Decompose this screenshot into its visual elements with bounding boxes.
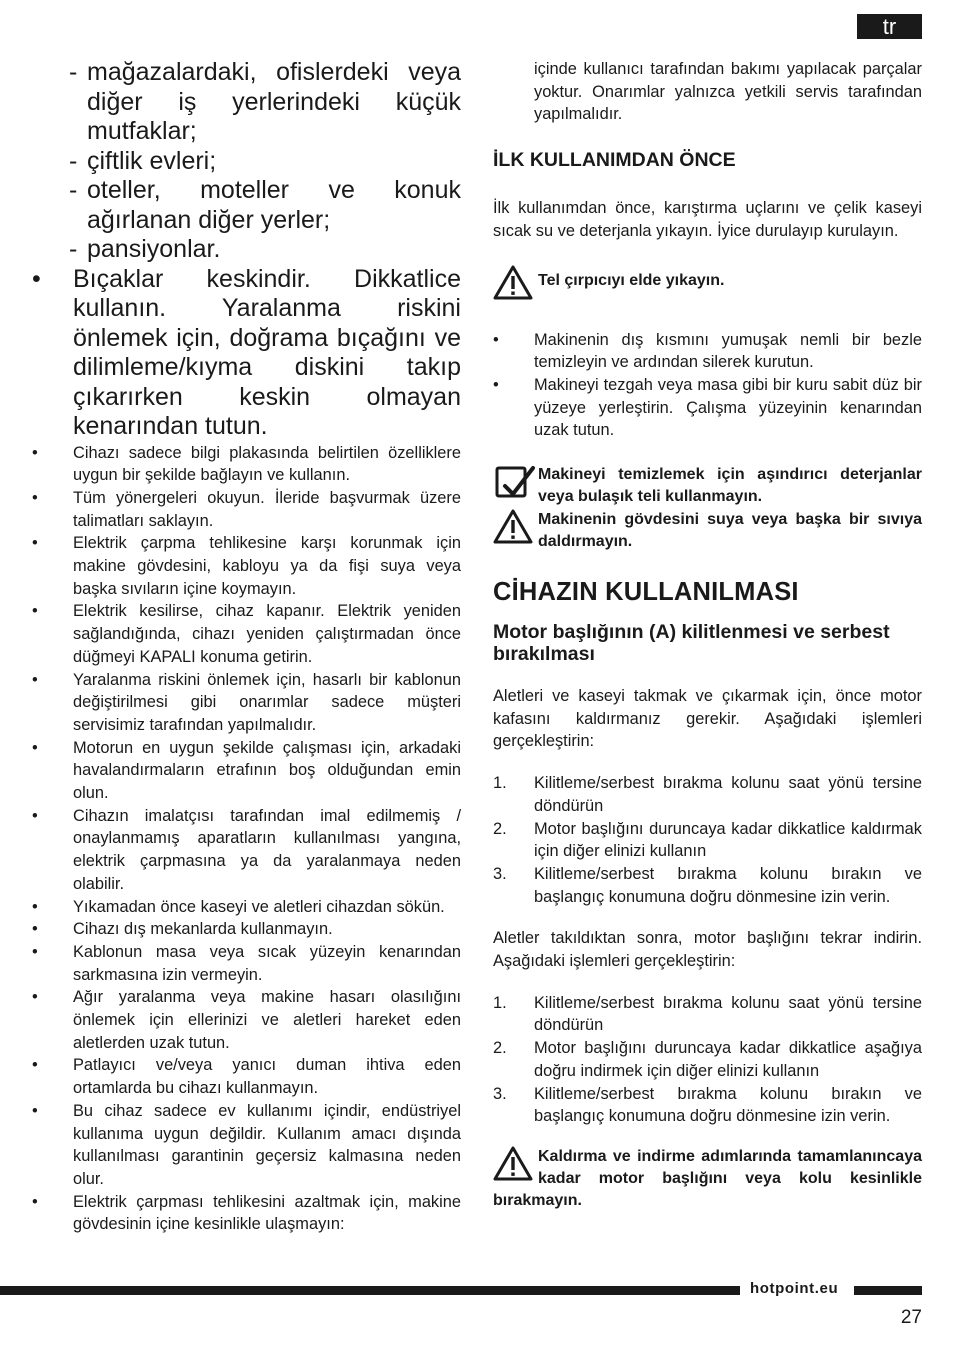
list-item: 1. Kilitleme/serbest bırakma kolunu saat yönü tersine döndürün xyxy=(493,774,922,815)
list-item: • Motorun en uygun şekilde çalışması için, arkadaki havalandırmaların etrafının boş olduğundan emin olun. xyxy=(32,738,461,803)
list-item: - oteller, moteller ve konuk ağırlanan diğer yerler; xyxy=(69,176,461,234)
footer-rule-right xyxy=(854,1286,922,1295)
intro-paragraph: Aletleri ve kaseyi takmak ve çıkarmak için, önce motor kafasını kaldırmanız gerekir. Aşağıdaki işlemleri gerçekleştirin: xyxy=(493,687,922,751)
page-number: 27 xyxy=(900,1307,922,1328)
dash-list xyxy=(32,58,461,265)
list-item: • Elektrik çarpması tehlikesini azaltmak için, makine gövdesinin içine kesinlikle ulaşmayın: xyxy=(32,1192,461,1234)
warning-triangle-icon xyxy=(493,1146,538,1186)
footer-rule-left xyxy=(0,1286,740,1295)
list-item: - pansiyonlar. xyxy=(69,235,221,263)
no-abrasive-icon xyxy=(493,464,538,509)
immerse-warning: Makinenin gövdesini suya veya başka bir sıvıya daldırmayın. xyxy=(493,509,922,553)
list-item: • Kablonun masa veya sıcak yüzeyin kenarından sarkmasına izin vermeyin. xyxy=(32,942,461,984)
list-item: 3. Kilitleme/serbest bırakma kolunu bırakın ve başlangıç konumuna doğru dönmesine izin verin. xyxy=(493,1084,922,1126)
first-use-bullet-list xyxy=(493,329,922,443)
list-item: • Makinenin dış kısmını yumuşak nemli bir bezle temizleyin ve ardından silerek kurutun. xyxy=(493,330,922,372)
lower-steps-list xyxy=(493,992,922,1128)
whisk-warning: Tel çırpıcıyı elde yıkayın. xyxy=(493,265,922,307)
list-item: • Patlayıcı ve/veya yanıcı duman ihtiva eden ortamlarda bu cihazı kullanmayın. xyxy=(32,1056,461,1098)
subsection-title-motor-head: Motor başlığının (A) kilitlenmesi ve serbest bırakılması xyxy=(493,621,890,666)
safety-bullet-list xyxy=(32,442,461,1237)
first-use-paragraph: İlk kullanımdan önce, karıştırma uçlarını ve çelik kaseyi sıcak su ve deterjanla yıkayın. İyice durulayıp kurulayın. xyxy=(493,199,922,240)
list-item: • Tüm yönergeleri okuyun. İleride başvurmak üzere talimatları saklayın. xyxy=(32,488,461,530)
continuation-text: içinde kullanıcı tarafından bakımı yapılacak parçalar yoktur. Onarımlar yalnızca yetkili servis tarafından yapılmalıdır. xyxy=(534,60,922,124)
left-column xyxy=(32,58,461,1236)
list-item: 2. Motor başlığını duruncaya kadar dikkatlice aşağıya doğru indirmek için diğer elinizi kullanın xyxy=(493,1039,922,1080)
list-item: • Elektrik çarpma tehlikesine karşı korunmak için makine gövdesini, kabloyu ya da fişi suya veya başka sıvıların içine koymayın. xyxy=(32,534,461,598)
list-item: - çiftlik evleri; xyxy=(69,146,217,175)
warning-triangle-icon xyxy=(493,509,538,551)
list-item: - mağazalardaki, ofislerdeki veya diğer iş yerlerindeki küçük mutfaklar; xyxy=(69,58,461,145)
list-item: 2. Motor başlığını duruncaya kadar dikkatlice kaldırmak için diğer elinizi kullanın xyxy=(493,819,922,861)
abrasive-warning: Makineyi temizlemek için aşındırıcı deterjanlar veya bulaşık teli kullanmayın. xyxy=(493,464,922,509)
right-column xyxy=(493,58,922,1212)
language-tab: tr xyxy=(857,14,922,39)
lift-steps-list xyxy=(493,772,922,908)
list-item: • Cihazı dış mekanlarda kullanmayın. xyxy=(32,920,333,939)
list-item: 1. Kilitleme/serbest bırakma kolunu saat yönü tersine döndürün xyxy=(493,993,922,1035)
list-item: • Yıkamadan önce kaseyi ve aletleri cihazdan sökün. xyxy=(32,897,445,916)
list-item: • Yaralanma riskini önlemek için, hasarlı bir kablonun değiştirilmesi gibi onarımlar sadece müşteri servisimiz tarafından yapılmalıdır. xyxy=(32,670,461,734)
list-item: • Cihazı sadece bilgi plakasında belirtilen özelliklere uygun bir şekilde bağlayın ve kullanın. xyxy=(32,443,461,485)
warning-triangle-icon xyxy=(493,265,538,307)
brand-logo-text: hotpoint.eu xyxy=(750,1280,839,1297)
section-title-first-use: İLK KULLANIMDAN ÖNCE xyxy=(493,149,736,172)
list-item: • Ağır yaralanma veya makine hasarı olasılığını önlemek için ellerinizi ve aletleri hareket eden aletlerden uzak tutun. xyxy=(32,988,461,1052)
list-item: • Makineyi tezgah veya masa gibi bir kuru sabit düz bir yüzeye yerleştirin. Çalışma yüzeyinin kenarından uzak tutun. xyxy=(493,375,922,440)
section-title-usage: CİHAZIN KULLANILMASI xyxy=(493,578,799,607)
knife-warning-bullet: • Bıçaklar keskindir. Dikkatlice kullanın. Yaralanma riskini önlemek için, doğrama bıçağını ve dilimleme/kıyma diskini takıp çıkarırken keskin olmayan kenarından tutun. xyxy=(32,264,461,440)
list-item: • Cihazın imalatçısı tarafından imal edilmemiş / onaylanmamış aparatların kullanılması yangına, elektrik çarpmasına ya da yaralanmaya neden olabilir. xyxy=(32,806,461,893)
list-item: • Elektrik kesilirse, cihaz kapanır. Elektrik yeniden sağlandığında, cihazı yeniden çalıştırmadan önce düğmeyi KAPALI konuma getirin. xyxy=(32,602,461,666)
list-item: 3. Kilitleme/serbest bırakma kolunu bırakın ve başlangıç konumuna doğru dönmesine izin verin. xyxy=(493,864,922,906)
list-item: • Bu cihaz sadece ev kullanımı içindir, endüstriyel kullanıma uygun değildir. Kullanım amacı dışında kullanılması garantinin geçersiz kalmasına neden olur. xyxy=(32,1101,461,1188)
final-warning: Kaldırma ve indirme adımlarında tamamlanıncaya kadar motor başlığını veya kolu kesinlikle bırakmayın. xyxy=(493,1147,922,1209)
lower-paragraph: Aletler takıldıktan sonra, motor başlığını tekrar indirin. Aşağıdaki işlemleri gerçekleştirin: xyxy=(493,929,922,971)
